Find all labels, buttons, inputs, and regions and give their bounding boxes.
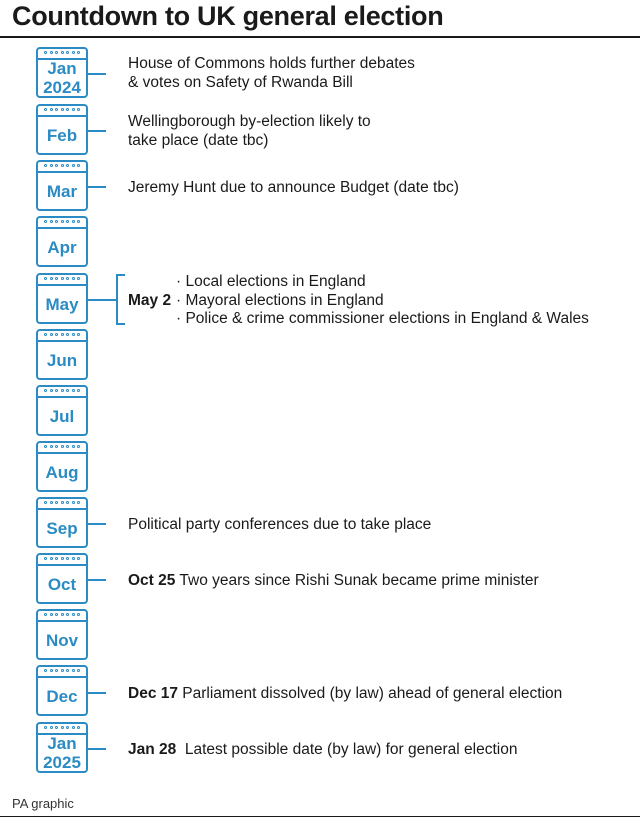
ring-icon	[55, 389, 58, 392]
calendar-rings	[44, 613, 80, 618]
calendar-rings	[44, 277, 80, 282]
ring-icon	[44, 669, 47, 672]
ring-icon	[77, 220, 80, 223]
ring-icon	[61, 669, 64, 672]
event-jan2025-text: Latest possible date (by law) for general election	[176, 741, 518, 758]
ring-icon	[66, 726, 69, 729]
ring-icon	[50, 164, 53, 167]
ring-icon	[50, 613, 53, 616]
ring-icon	[66, 164, 69, 167]
ring-icon	[50, 108, 53, 111]
may-bracket	[116, 274, 125, 325]
ring-icon	[72, 51, 75, 54]
calendar-month-label	[38, 622, 86, 658]
ring-icon	[55, 51, 58, 54]
calendar-month-3	[36, 216, 88, 267]
title-rule	[0, 36, 640, 38]
ring-icon	[66, 51, 69, 54]
ring-icon	[44, 445, 47, 448]
month-name: Dec	[46, 686, 78, 706]
ring-icon	[77, 445, 80, 448]
ring-icon	[44, 220, 47, 223]
ring-icon	[55, 277, 58, 280]
ring-icon	[66, 277, 69, 280]
month-name: Feb	[46, 125, 78, 145]
ring-icon	[66, 389, 69, 392]
ring-icon	[55, 557, 58, 560]
ring-icon	[77, 501, 80, 504]
ring-icon	[50, 669, 53, 672]
event-oct-text: Two years since Rishi Sunak became prime minister	[175, 572, 539, 589]
calendar-month-5	[36, 329, 88, 380]
ring-icon	[55, 108, 58, 111]
month-name: Apr	[47, 237, 77, 257]
calendar-month-11	[36, 665, 88, 716]
ring-icon	[55, 726, 58, 729]
bottom-rule	[0, 816, 640, 817]
ring-icon	[55, 333, 58, 336]
calendar-rings	[44, 445, 80, 450]
month-name: Mar	[46, 181, 78, 201]
ring-icon	[44, 389, 47, 392]
event-may-item: · Police & crime commissioner elections in England & Wales	[176, 310, 589, 327]
ring-icon	[66, 501, 69, 504]
ring-icon	[55, 445, 58, 448]
month-year: 2024	[43, 78, 81, 97]
calendar-rings	[44, 726, 80, 731]
ring-icon	[50, 277, 53, 280]
ring-icon	[66, 220, 69, 223]
mar-tick	[88, 186, 106, 188]
calendar-rings	[44, 108, 80, 113]
ring-icon	[72, 333, 75, 336]
calendar-month-6	[36, 385, 88, 436]
ring-icon	[72, 277, 75, 280]
event-may-item: · Mayoral elections in England	[176, 291, 384, 309]
jan2025-tick	[88, 748, 106, 750]
ring-icon	[61, 277, 64, 280]
calendar-rings	[44, 164, 80, 169]
calendar-month-0	[36, 47, 88, 98]
ring-icon	[77, 557, 80, 560]
ring-icon	[44, 333, 47, 336]
ring-icon	[77, 389, 80, 392]
calendar-month-10	[36, 609, 88, 660]
calendar-month-9	[36, 553, 88, 604]
oct-tick	[88, 579, 106, 581]
ring-icon	[61, 164, 64, 167]
ring-icon	[77, 164, 80, 167]
event-dec-date: Dec 17	[128, 685, 178, 702]
event-jan-line2: & votes on Safety of Rwanda Bill	[128, 74, 353, 91]
ring-icon	[72, 669, 75, 672]
calendar-month-label	[38, 286, 86, 322]
event-oct-date: Oct 25	[128, 572, 176, 589]
ring-icon	[61, 220, 64, 223]
ring-icon	[61, 445, 64, 448]
month-name: Jul	[49, 406, 75, 426]
calendar-month-label	[38, 510, 86, 546]
ring-icon	[66, 613, 69, 616]
month-name: Aug	[45, 462, 79, 482]
calendar-month-label	[38, 566, 86, 602]
month-name: Jan	[47, 59, 77, 78]
ring-icon	[55, 220, 58, 223]
ring-icon	[61, 333, 64, 336]
event-jan	[128, 54, 415, 92]
jan-tick	[88, 73, 106, 75]
ring-icon	[66, 445, 69, 448]
ring-icon	[77, 51, 80, 54]
ring-icon	[66, 108, 69, 111]
ring-icon	[61, 51, 64, 54]
event-feb-line1: Wellingborough by-election likely to	[128, 113, 371, 130]
ring-icon	[61, 557, 64, 560]
calendar-month-7	[36, 441, 88, 492]
month-name: Jun	[46, 350, 78, 370]
calendar-month-2	[36, 160, 88, 211]
event-may-list	[176, 273, 589, 329]
event-jan-line1: House of Commons holds further debates	[128, 55, 415, 72]
ring-icon	[61, 613, 64, 616]
event-sep: Political party conferences due to take place	[128, 516, 432, 533]
event-mar: Jeremy Hunt due to announce Budget (date tbc)	[128, 179, 459, 196]
page-title: Countdown to UK general election	[12, 1, 444, 31]
ring-icon	[44, 726, 47, 729]
ring-icon	[66, 669, 69, 672]
event-oct	[128, 571, 539, 590]
event-feb	[128, 112, 371, 150]
month-year: 2025	[43, 753, 81, 772]
ring-icon	[72, 389, 75, 392]
ring-icon	[44, 51, 47, 54]
sep-tick	[88, 523, 106, 525]
ring-icon	[72, 164, 75, 167]
ring-icon	[50, 445, 53, 448]
ring-icon	[44, 108, 47, 111]
calendar-rings	[44, 333, 80, 338]
ring-icon	[72, 108, 75, 111]
calendar-month-12	[36, 722, 88, 773]
ring-icon	[77, 726, 80, 729]
calendar-month-label	[38, 678, 86, 714]
event-dec-text: Parliament dissolved (by law) ahead of general election	[177, 685, 563, 702]
ring-icon	[50, 726, 53, 729]
calendar-month-8	[36, 497, 88, 548]
ring-icon	[55, 501, 58, 504]
ring-icon	[44, 277, 47, 280]
ring-icon	[50, 220, 53, 223]
calendar-month-label	[38, 735, 86, 771]
month-name: May	[45, 294, 79, 314]
ring-icon	[50, 51, 53, 54]
ring-icon	[77, 333, 80, 336]
month-name: Sep	[46, 518, 78, 538]
calendar-month-4	[36, 273, 88, 324]
calendar-rings	[44, 220, 80, 225]
ring-icon	[72, 557, 75, 560]
feb-tick	[88, 130, 106, 132]
ring-icon	[50, 501, 53, 504]
ring-icon	[72, 726, 75, 729]
event-may-date: May 2	[128, 292, 172, 309]
month-name: Nov	[45, 630, 79, 650]
calendar-rings	[44, 557, 80, 562]
ring-icon	[55, 613, 58, 616]
ring-icon	[77, 108, 80, 111]
dec-tick	[88, 692, 106, 694]
calendar-month-label	[38, 117, 86, 153]
calendar-month-1	[36, 104, 88, 155]
ring-icon	[50, 557, 53, 560]
ring-icon	[61, 389, 64, 392]
event-feb-line2: take place (date tbc)	[128, 132, 269, 149]
ring-icon	[77, 277, 80, 280]
ring-icon	[50, 389, 53, 392]
calendar-month-label	[38, 229, 86, 265]
ring-icon	[61, 726, 64, 729]
calendar-rings	[44, 669, 80, 674]
calendar-month-label	[38, 342, 86, 378]
month-name: Oct	[47, 574, 77, 594]
ring-icon	[44, 557, 47, 560]
calendar-rings	[44, 51, 80, 56]
ring-icon	[72, 220, 75, 223]
calendar-month-label	[38, 398, 86, 434]
event-jan2025	[128, 740, 517, 759]
ring-icon	[44, 501, 47, 504]
ring-icon	[66, 557, 69, 560]
ring-icon	[72, 613, 75, 616]
ring-icon	[77, 613, 80, 616]
ring-icon	[44, 164, 47, 167]
ring-icon	[66, 333, 69, 336]
month-name: Jan	[47, 734, 77, 753]
ring-icon	[55, 164, 58, 167]
calendar-month-label	[38, 173, 86, 209]
ring-icon	[72, 445, 75, 448]
ring-icon	[61, 108, 64, 111]
ring-icon	[61, 501, 64, 504]
calendar-month-label	[38, 454, 86, 490]
calendar-month-label	[38, 60, 86, 96]
ring-icon	[55, 669, 58, 672]
may-tick	[88, 299, 116, 301]
event-jan2025-date: Jan 28	[128, 741, 177, 758]
calendar-rings	[44, 389, 80, 394]
calendar-rings	[44, 501, 80, 506]
ring-icon	[50, 333, 53, 336]
ring-icon	[44, 613, 47, 616]
event-may-item: · Local elections in England	[176, 273, 366, 290]
credit: PA graphic	[12, 796, 74, 811]
event-dec	[128, 684, 562, 703]
ring-icon	[77, 669, 80, 672]
ring-icon	[72, 501, 75, 504]
